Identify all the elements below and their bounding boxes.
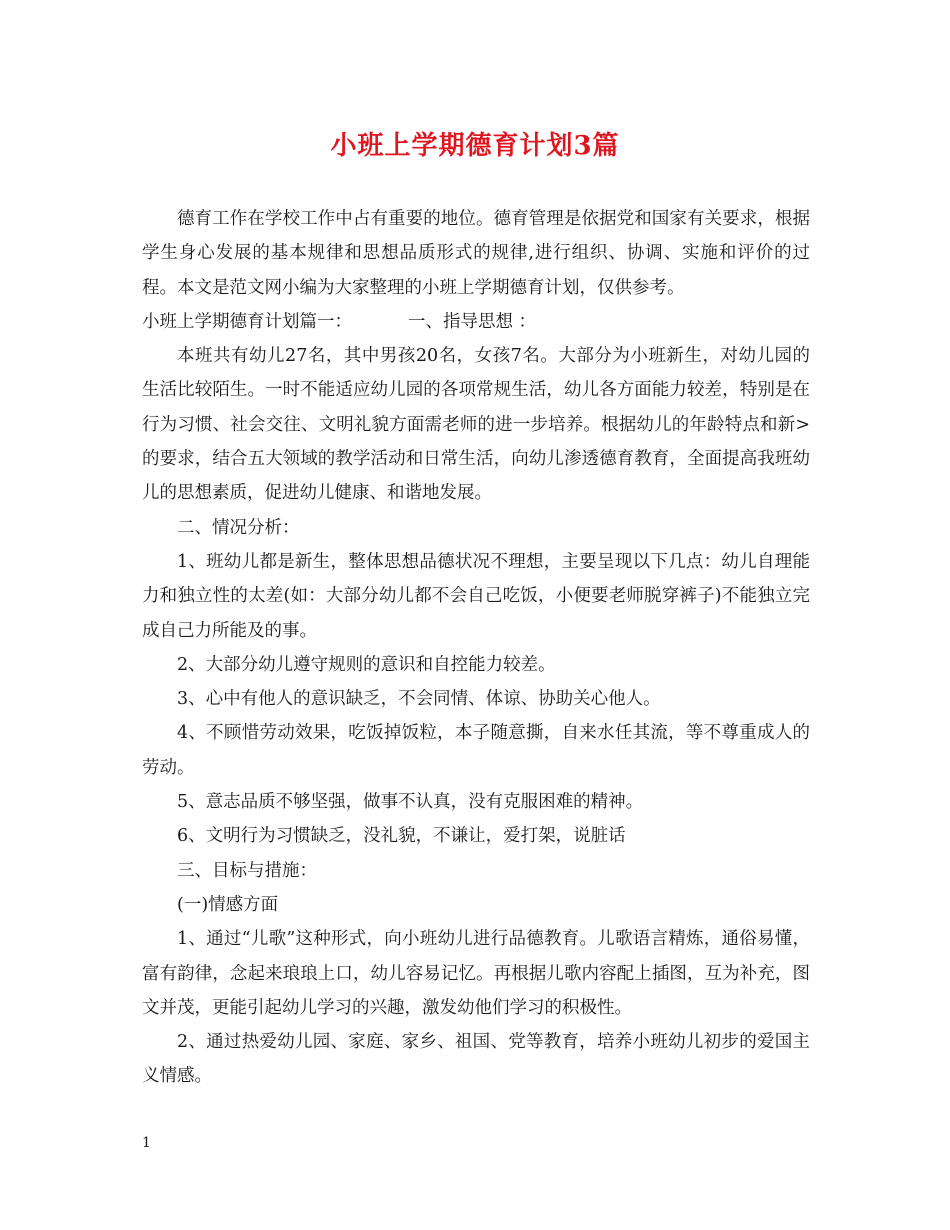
document-body <box>142 202 810 1094</box>
body-paragraph: 4、不顾惜劳动效果，吃饭掉饭粒，本子随意撕，自来水任其流，等不尊重成人的劳动。 <box>142 723 810 778</box>
body-paragraph: 本班共有幼儿27名，其中男孩20名，女孩7名。大部分为小班新生，对幼儿园的生活比较陌生。一时不能适应幼儿园的各项常规生活，幼儿各方面能力较差，特别是在行为习惯、社会交往、文明礼貌方面需老师的进一步培养。根据幼儿的年龄特点和新>的要求，结合五大领域的教学活动和日常生活，向幼儿渗透德育教育，全面提高我班幼儿的思想素质，促进幼儿健康、和谐地发展。 <box>142 346 810 504</box>
section-heading-a: 小班上学期德育计划篇一： <box>142 311 352 332</box>
section-heading-line <box>142 305 810 339</box>
body-paragraph: 二、情况分析： <box>177 517 300 538</box>
body-paragraph: 2、大部分幼儿遵守规则的意识和自控能力较差。 <box>177 654 556 675</box>
body-paragraph: 3、心中有他人的意识缺乏，不会同情、体谅、协助关心他人。 <box>177 689 661 710</box>
body-paragraph: 2、通过热爱幼儿园、家庭、家乡、祖国、党等教育，培养小班幼儿初步的爱国主义情感。 <box>142 1032 810 1087</box>
body-paragraph: (一)情感方面 <box>177 894 279 915</box>
body-paragraph: 1、通过“儿歌”这种形式，向小班幼儿进行品德教育。儿歌语言精炼，通俗易懂，富有韵律，念起来琅琅上口，幼儿容易记忆。再根据儿歌内容配上插图，互为补充，图文并茂，更能引起幼儿学习的兴趣，激发幼他们学习的积极性。 <box>142 929 810 1018</box>
body-paragraph: 三、目标与措施： <box>177 860 317 881</box>
document-title: 小班上学期德育计划3篇 <box>330 131 620 161</box>
page-number: 1 <box>142 1135 151 1151</box>
intro-paragraph: 德育工作在学校工作中占有重要的地位。德育管理是依据党和国家有关要求，根据学生身心发展的基本规律和思想品质形式的规律,进行组织、协调、实施和评价的过程。本文是范文网小编为大家整理的小班上学期德育计划，仅供参考。 <box>142 209 810 298</box>
body-paragraph: 6、文明行为习惯缺乏，没礼貌，不谦让，爱打架，说脏话 <box>177 826 626 847</box>
section-heading-b: 一、指导思想 ： <box>408 311 537 332</box>
body-paragraph: 5、意志品质不够坚强，做事不认真，没有克服困难的精神。 <box>177 792 644 813</box>
body-paragraph: 1、班幼儿都是新生，整体思想品德状况不理想，主要呈现以下几点：幼儿自理能力和独立性的太差(如：大部分幼儿都不会自己吃饭，小便要老师脱穿裤子)不能独立完成自己力所能及的事。 <box>142 551 810 641</box>
